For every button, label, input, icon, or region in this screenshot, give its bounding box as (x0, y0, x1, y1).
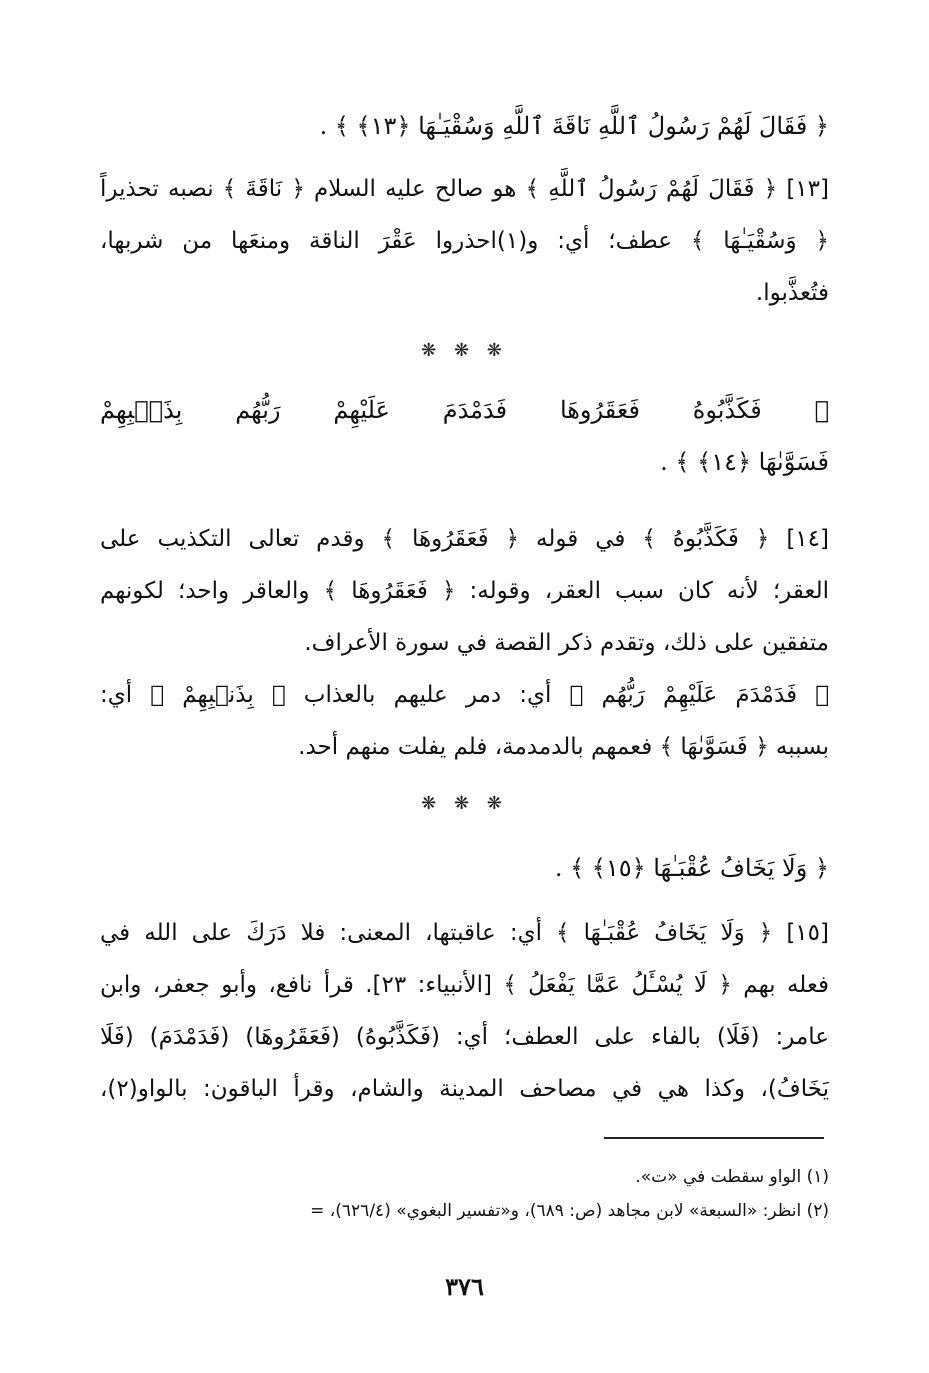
paragraph-line: ﴿ وَسُقْيَـٰهَا ﴾ عطف؛ أي: و(١)احذروا عَقْرَ الناقة ومنعَها من شربها، (100, 228, 829, 254)
paragraph-line: [١٤] ﴿ فَكَذَّبُوهُ ﴾ في قوله ﴿ فَعَقَرُوهَا ﴾ وقدم تعالى التكذيب على (100, 526, 829, 552)
paragraph-line: فتُعذَّبوا. (755, 280, 829, 306)
paragraph-line: [١٣] ﴿ فَقَالَ لَهُمْ رَسُولُ ٱللَّهِ ﴾ هو صالح عليه السلام ﴿ نَاقَةَ ﴾ نصبه تحذيراً (100, 176, 829, 202)
paragraph-line: [١٥] ﴿ وَلَا يَخَافُ عُقْبَـٰهَا ﴾ أي: عاقبتها، المعنى: فلا دَرَكَ على الله في (100, 920, 829, 946)
section-separator: ❋ ❋ ❋ (421, 340, 508, 361)
verse-15: ﴿ وَلَا يَخَافُ عُقْبَـٰهَا ﴿١٥﴾ ﴾ . (554, 854, 829, 882)
commentary-14 (100, 513, 829, 773)
verse-line: ﴿ فَكَذَّبُوهُ فَعَقَرُوهَا فَدَمْدَمَ عَلَيْهِمْ رَبُّهُم بِذَنۢبِهِمْ (100, 396, 829, 424)
verse-line: فَسَوَّىٰهَا ﴿١٤﴾ ﴾ . (660, 448, 829, 476)
commentary-13 (100, 163, 829, 319)
verse-13: ﴿ فَقَالَ لَهُمْ رَسُولُ ٱللَّهِ نَاقَةَ ٱللَّهِ وَسُقْيَـٰهَا ﴿١٣﴾ ﴾ . (319, 112, 829, 140)
paragraph-line: العقر؛ لأنه كان سبب العقر، وقوله: ﴿ فَعَقَرُوهَا ﴾ والعاقر واحد؛ لكونهم (100, 578, 829, 604)
footnotes (100, 1160, 829, 1228)
footnote-divider (604, 1137, 824, 1139)
commentary-15 (100, 907, 829, 1115)
footnote: (٢) انظر: «السبعة» لابن مجاهد (ص: ٦٨٩)، و«تفسير البغوي» (٦٢٦/٤)، = (310, 1201, 829, 1221)
paragraph-line: يَخَافُ)، وكذا هي في مصاحف المدينة والشام، وقرأ الباقون: بالواو(٢)، (100, 1076, 829, 1102)
section-separator: ❋ ❋ ❋ (421, 793, 508, 814)
page-number: ٣٧٦ (445, 1272, 484, 1301)
paragraph-line: بسببه ﴿ فَسَوَّىٰهَا ﴾ فعمهم بالدمدمة، فلم يفلت منهم أحد. (298, 734, 829, 760)
verse-14 (100, 384, 829, 488)
paragraph-line: عامر: (فَلَا) بالفاء على العطف؛ أي: (فَكَذَّبُوهُ) (فَعَقَرُوهَا) (فَدَمْدَمَ) (فَلَا (100, 1024, 829, 1050)
paragraph-line: متفقين على ذلك، وتقدم ذكر القصة في سورة الأعراف. (304, 630, 829, 656)
footnote: (١) الواو سقطت في «ت». (635, 1167, 829, 1187)
paragraph-line: ﴿ فَدَمْدَمَ عَلَيْهِمْ رَبُّهُم ﴾ أي: دمر عليهم بالعذاب ﴿ بِذَنۢبِهِمْ ﴾ أي: (100, 682, 829, 708)
paragraph-line: فعله بهم ﴿ لَا يُسْـَٔلُ عَمَّا يَفْعَلُ ﴾ [الأنبياء: ٢٣]. قرأ نافع، وأبو جعفر، وابن (100, 972, 829, 998)
